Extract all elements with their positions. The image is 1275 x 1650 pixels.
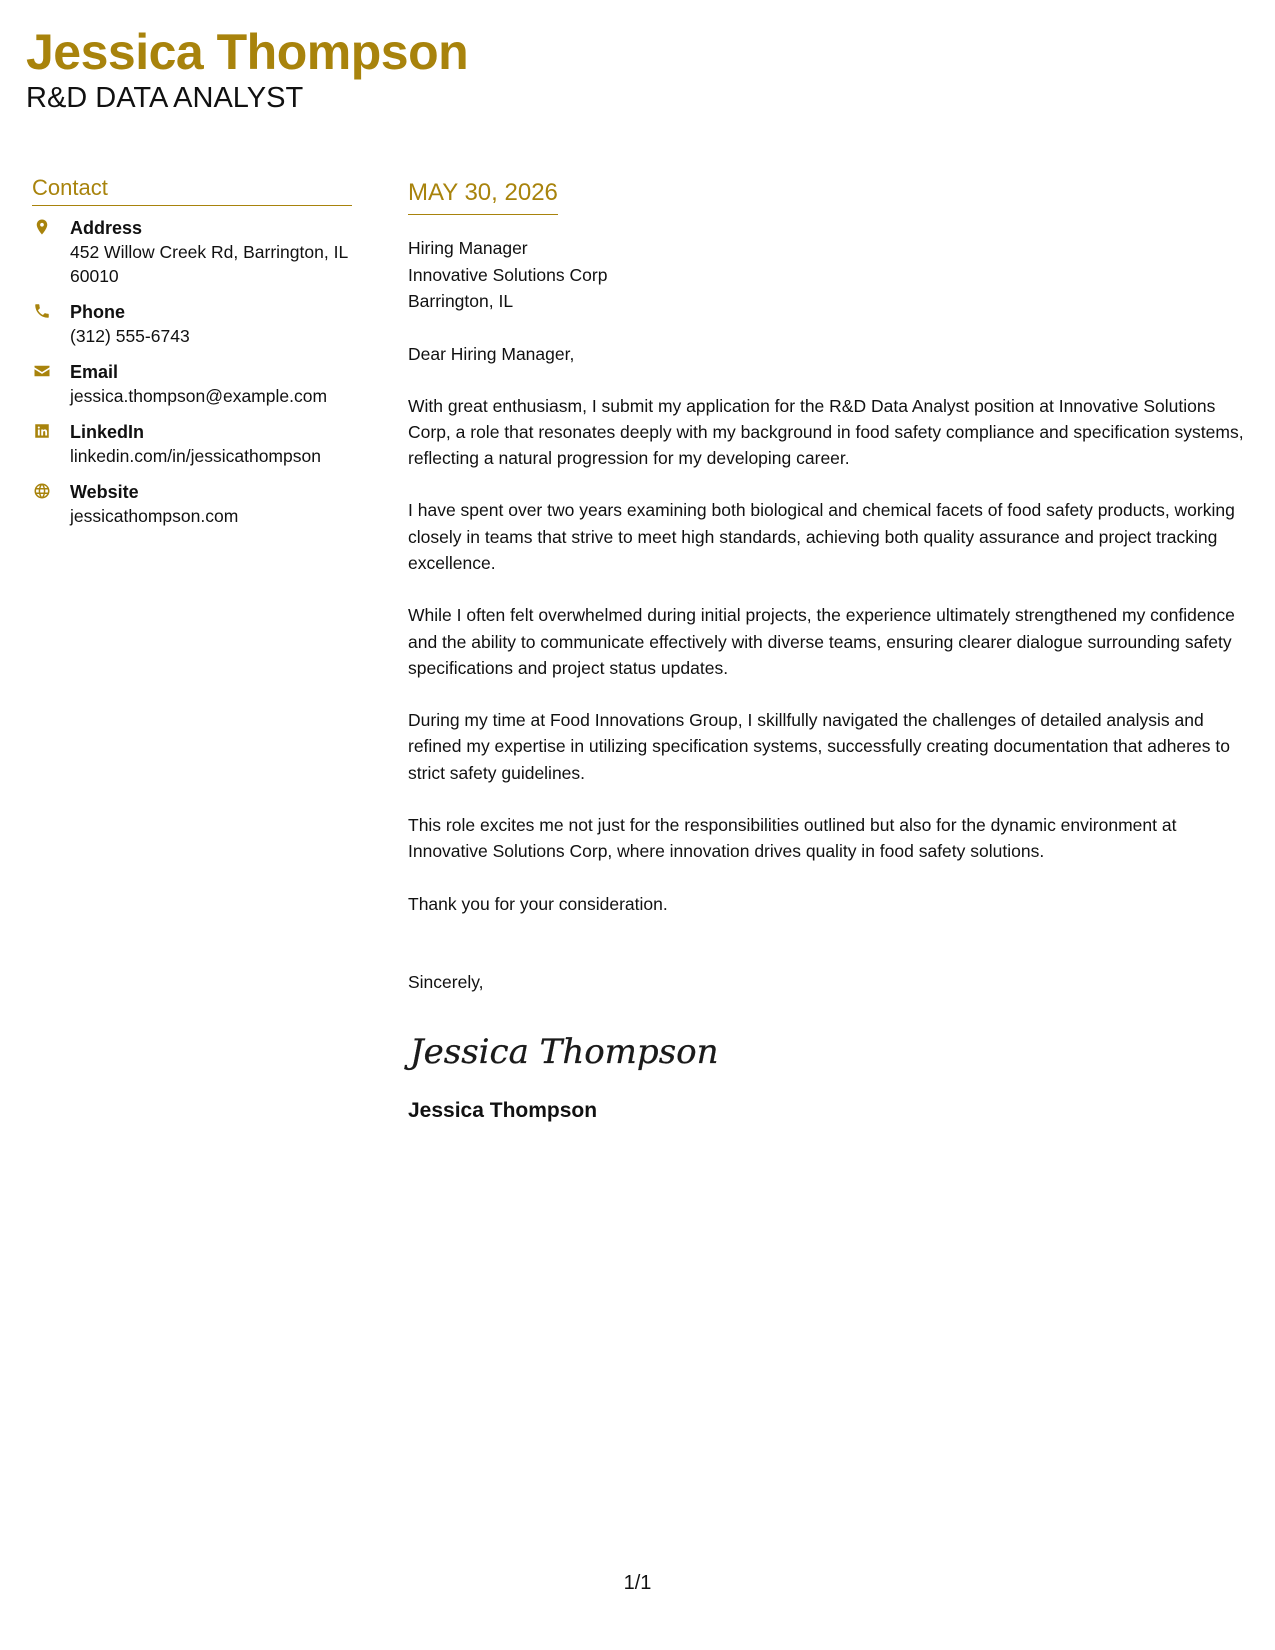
contact-value: jessicathompson.com (70, 506, 239, 526)
handwritten-signature (408, 1025, 1253, 1077)
letter-paragraph: During my time at Food Innovations Group, I skillfully navigated the challenges of detailed analysis and refined my expertise in utilizing specification systems, successfully creating documentation that adheres to strict safety guidelines. (408, 710, 1230, 783)
contact-value: (312) 555-6743 (70, 326, 190, 346)
contact-label: Phone (70, 302, 126, 322)
contact-label: Email (70, 362, 119, 382)
job-title: R&D DATA ANALYST (26, 82, 304, 114)
signed-name: Jessica Thompson (408, 1098, 598, 1122)
contact-phone (32, 300, 352, 348)
contact-label: LinkedIn (70, 422, 145, 442)
contact-website (32, 480, 352, 528)
contact-heading: Contact (32, 175, 352, 206)
contact-sidebar (32, 175, 352, 540)
map-pin-icon (32, 217, 52, 237)
letter-paragraph: Thank you for your consideration. (408, 893, 668, 914)
contact-value: linkedin.com/in/jessicathompson (70, 446, 321, 466)
globe-icon (32, 481, 52, 501)
closing: Sincerely, (408, 971, 484, 992)
letter-paragraph: With great enthusiasm, I submit my application for the R&D Data Analyst position at Innovative Solutions Corp, a role that resonates deeply with my background in food safety compliance and specification systems, reflecting a natural progression for my developing career. (408, 395, 1244, 469)
letter-paragraph: I have spent over two years examining both biological and chemical facets of food safety products, working closely in teams that strive to meet high standards, achieving both quality assurance and project tracking excellence. (408, 500, 1235, 573)
contact-email (32, 360, 352, 408)
letter-paragraph: While I often felt overwhelmed during initial projects, the experience ultimately strengthened my confidence and the ability to communicate effectively with diverse teams, ensuring clearer dialogue surrounding safety specifications and project status updates. (408, 605, 1235, 678)
contact-value: jessica.thompson@example.com (70, 386, 328, 406)
recipient-block (408, 235, 1253, 315)
svg-text:Jessica Thompson: Jessica Thompson (410, 1031, 719, 1072)
applicant-name: Jessica Thompson (26, 24, 469, 80)
phone-icon (32, 301, 52, 321)
page-number: 1/1 (623, 1572, 652, 1594)
linkedin-icon (32, 421, 52, 441)
recipient-line: Barrington, IL (408, 291, 514, 311)
contact-label: Address (70, 218, 143, 238)
contact-value: 452 Willow Creek Rd, Barrington, IL 60010 (70, 242, 348, 286)
recipient-line: Innovative Solutions Corp (408, 264, 608, 285)
contact-linkedin (32, 420, 352, 468)
contact-label: Website (70, 482, 139, 502)
letter-body (408, 178, 1253, 1125)
recipient-line: Hiring Manager (408, 238, 528, 258)
letter-paragraph: This role excites me not just for the responsibilities outlined but also for the dynamic environment at Innovative Solutions Corp, where innovation drives quality in food safety solutions. (408, 815, 1177, 862)
letter-date: MAY 30, 2026 (408, 178, 558, 215)
envelope-icon (32, 361, 52, 381)
salutation: Dear Hiring Manager, (408, 343, 575, 364)
contact-address (32, 216, 352, 288)
